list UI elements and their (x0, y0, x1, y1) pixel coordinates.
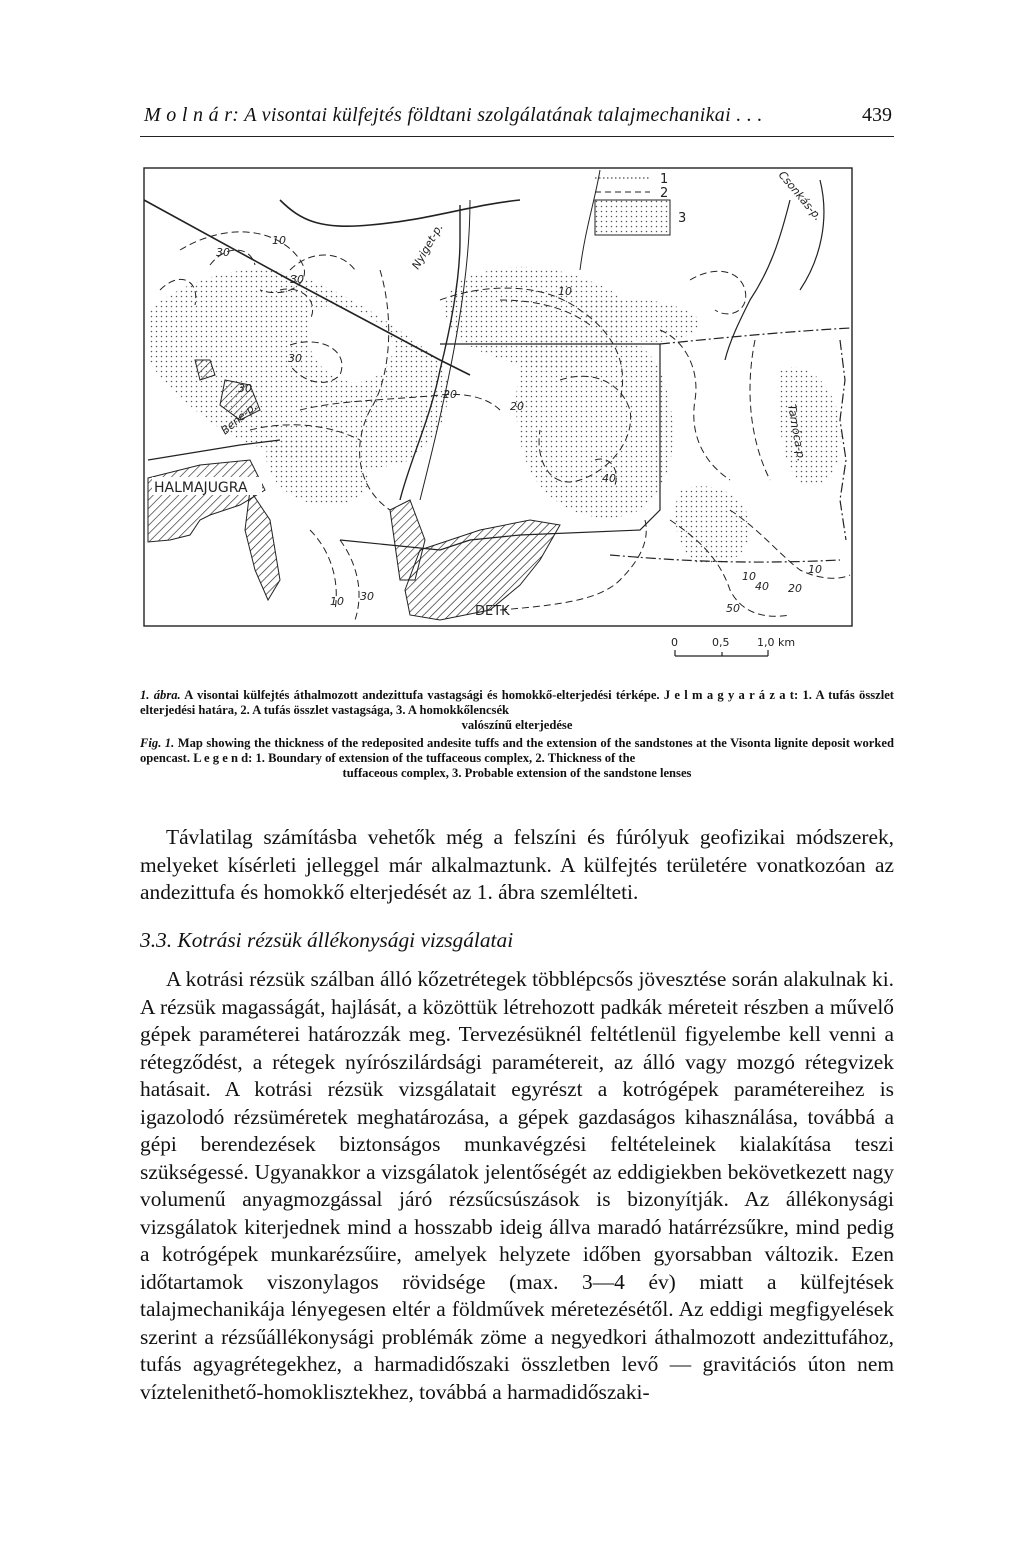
contour-label: 10 (330, 595, 344, 608)
sandstone-area (516, 326, 673, 517)
place-halmajugra: HALMAJUGRA (154, 480, 248, 496)
contour-label: 30 (360, 590, 374, 603)
caption-hu-legend-tail: valószínű elterjedése (461, 718, 573, 732)
contour-label: 30 (290, 273, 304, 286)
scale-tick-0: 0 (671, 636, 678, 649)
paragraph-text: Távlatilag számításba vehetők még a felszíni és fúrólyuk geofizikai módszerek, melyeket kísérleti jelleggel már alkalmaztunk. A külfejtés területére vonatkozóan az andezittufa és homokkő elterjedését az 1. ábra szemlélteti. (140, 825, 894, 904)
contour-label: 20 (510, 400, 524, 413)
contour-label: 30 (238, 382, 252, 395)
body-paragraph-1 (140, 824, 894, 907)
contour-label: 10 (742, 570, 756, 583)
contour-label: 30 (288, 352, 302, 365)
stream (725, 200, 790, 360)
contour-label: 10 (272, 234, 286, 247)
sandstone-area (675, 486, 750, 566)
caption-en-label: Fig. 1. (140, 736, 175, 750)
caption-hu-text: A visontai külfejtés áthalmozott andezittufa vastagsági és homokkő-elterjedési térképe. (184, 688, 660, 702)
running-head: M o l n á r: A visontai külfejtés földtani szolgálatának talajmechanikai . . . (144, 104, 763, 126)
caption-en-legend-word: L e g e n d: (193, 751, 253, 765)
caption-en-legend-tail: tuffaceous complex, 3. Probable extension of the sandstone lenses (342, 766, 692, 780)
road (148, 440, 280, 460)
contour-label: 10 (558, 285, 572, 298)
road (280, 200, 520, 226)
place-nyiget: Nyiget-p. (409, 221, 446, 272)
sandstone-area (779, 367, 842, 486)
place-tarnoca: Tarnóca-p. (785, 403, 808, 463)
scale-bar (671, 636, 795, 656)
map-svg (140, 160, 860, 680)
scale-tick-half: 0,5 (712, 636, 730, 649)
caption-en-text: Map showing the thickness of the redeposited andesite tuffs and the extension of the sandstones at the Visonta lignite deposit worked opencast. (140, 736, 894, 765)
caption-en-legend-items: 1. Boundary of extension of the tuffaceous complex, 2. Thickness of the (255, 751, 636, 765)
page-number: 439 (862, 104, 892, 126)
contour-label: 40 (602, 472, 616, 485)
contour-label: 20 (443, 388, 457, 401)
legend-swatch-3 (595, 200, 670, 235)
contour-label: 30 (216, 246, 230, 259)
caption-hu-legend-items: 1. A tufás összlet elterjedési határa, 2. A tufás összlet vastagsága, 3. A homokkőlencsék (140, 688, 894, 717)
contour-label: 50 (726, 602, 740, 615)
figure-caption (140, 688, 894, 784)
legend-label-3: 3 (678, 211, 687, 226)
figure-map (140, 160, 860, 680)
scale-tick-one: 1,0 km (757, 636, 796, 649)
page-header (140, 100, 894, 137)
contour-label: 40 (755, 580, 769, 593)
contour-label: 10 (808, 563, 822, 576)
section-heading: 3.3. Kotrási rézsük állékonysági vizsgálatai (140, 928, 514, 952)
caption-hu-label: 1. ábra. (140, 688, 181, 702)
legend-label-1: 1 (660, 172, 669, 187)
contour-label: 20 (788, 582, 802, 595)
place-csonkas: Csonkás-p. (775, 168, 825, 224)
caption-hu-legend-word: J e l m a g y a r á z a t: (663, 688, 799, 702)
place-detk: DETK (475, 604, 510, 619)
paragraph-text: A kotrási rézsük szálban álló kőzetrétegek többlépcsős jövesztése során alakulnak ki. A rézsük magasságát, hajlását, a közöttük létrehozott padkák méreteit részben a művelő gépek paraméterei határozzák meg. Tervezésüknél feltétlenül figyelembe kell venni a rétegződést, a rétegek nyírószilárdsági paramétereit, az álló vagy mozgó rétegvizek hatásait. A kotrási rézsük vizsgálatait egyrészt a kotrógépek paramétereihez is igazolodó rézsüméretek meghatározása, a gépek gazdaságos kihasználása, továbbá a gépi berendezések biztonságos munkavégzési feltételeinek kialakítása teszi szükségessé. Ugyanakkor a vizsgálatok jelentőségét az eddigiekben bekövetkezett nagy volumenű anyagmozgással járó rézsűcsúszások is bizonyítják. Az állékonysági vizsgálatok kiterjednek mind a hosszabb ideig állva maradó határrézsűkre, mind pedig a kotrógépek munkarézsűire, amelyek helyzete időben gyorsabban változik. Ezen időtartamok viszonylagos rövidsége (max. 3—4 év) miatt a külfejtések talajmechanikája lényegesen eltér a földművek méretezésétől. Az eddigi megfigyelések szerint a rézsűállékonysági problémák zöme a negyedkori áthalmozott andezittufához, tufás agyagrétegekhez, a harmadidőszaki összletben levő — gravitációs úton nem víztelenithető-homoklisztekhez, továbbá a harmadidőszaki- (140, 967, 894, 1404)
place-bene: Bene-p. (218, 400, 260, 438)
legend-label-2: 2 (660, 186, 669, 201)
settlement-area (245, 490, 280, 600)
body-paragraph-2 (140, 966, 894, 1406)
